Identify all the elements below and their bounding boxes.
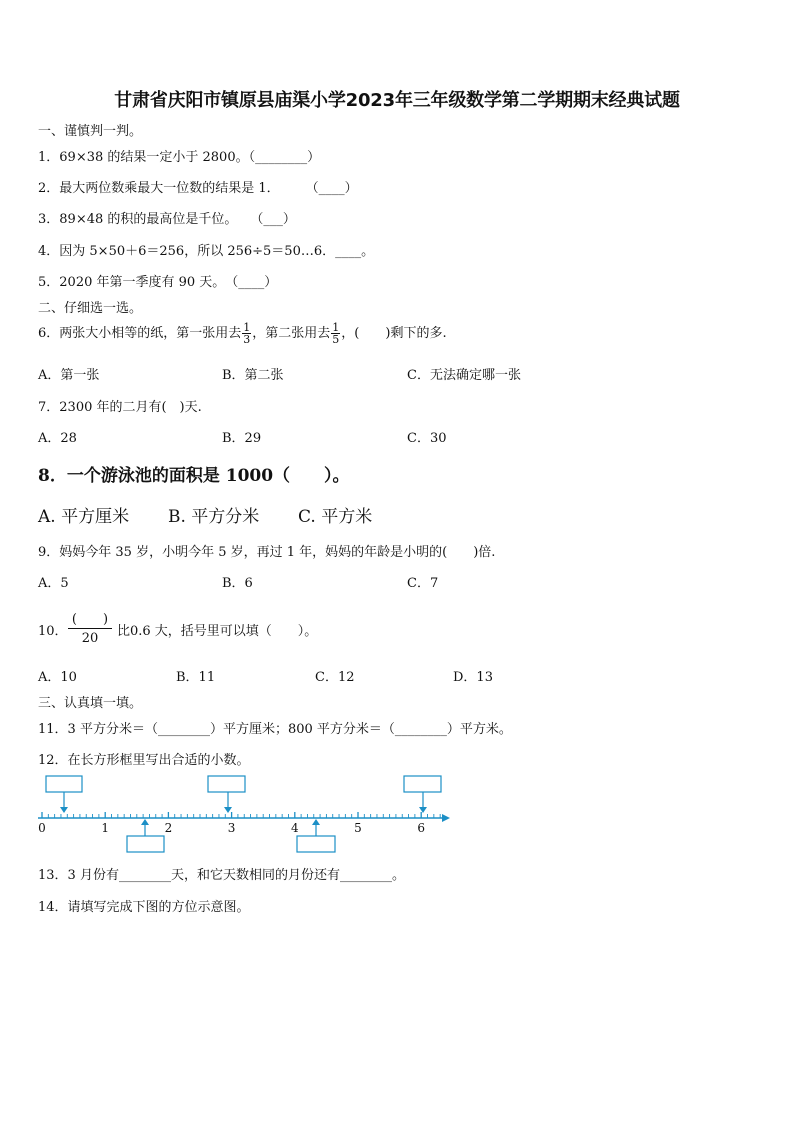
option-9c: C．7: [407, 576, 439, 591]
judge-question-2: 2．最大两位数乘最大一位数的结果是 1． （____）: [38, 181, 358, 196]
option-7b: B．29: [222, 431, 262, 446]
number-line-label-3: 3: [227, 821, 236, 835]
number-line-label-6: 6: [417, 821, 426, 835]
option-6a: A．第一张: [38, 368, 100, 383]
answer-box-top-3[interactable]: [404, 776, 441, 792]
q10-number: 10．: [38, 624, 68, 639]
number-line-label-1: 1: [101, 821, 110, 835]
q10-fraction-numerator: ( ): [68, 608, 112, 629]
section-heading-choose: 二、仔细选一选。: [38, 301, 143, 316]
fraction-numerator: 1: [332, 321, 340, 334]
fill-question-14: 14．请填写完成下图的方位示意图。: [38, 900, 250, 915]
fraction-denominator: 5: [332, 333, 340, 346]
q10-text: 比0.6 大，括号里可以填（ ）。: [117, 624, 318, 639]
judge-question-3: 3．89×48 的积的最高位是千位。 （___）: [38, 212, 296, 227]
q10-fraction: [68, 608, 112, 646]
fill-question-12: 12．在长方形框里写出合适的小数。: [38, 753, 250, 768]
choice-question-9: 9．妈妈今年 35 岁，小明今年 5 岁，再过 1 年，妈妈的年龄是小明的( )倍.: [38, 545, 496, 560]
fraction-numerator: 1: [243, 321, 251, 334]
q6-text-middle: ，第二张用去: [252, 326, 331, 341]
option-10b: B．11: [176, 670, 216, 685]
judge-question-1: 1．69×38 的结果一定小于 2800。（________）: [38, 150, 321, 165]
pointer-arrow: [141, 819, 149, 825]
section-heading-fill: 三、认真填一填。: [38, 696, 143, 711]
number-line-label-2: 2: [164, 821, 173, 835]
fraction-one-fifth: [331, 322, 340, 345]
number-line-bottom-boxes: [30, 815, 460, 855]
option-9b: B．6: [222, 576, 253, 591]
option-8b: B. 平方分米: [168, 507, 260, 527]
q6-text-start: 6．两张大小相等的纸，第一张用去: [38, 326, 242, 341]
fraction-denominator: 3: [243, 333, 251, 346]
number-line-label-0: 0: [38, 821, 46, 835]
q10-fraction-denominator: 20: [81, 631, 99, 646]
number-line-label-5: 5: [354, 821, 362, 835]
option-7a: A．28: [38, 431, 77, 446]
pointer-arrow: [419, 807, 427, 813]
choice-question-8: 8．一个游泳池的面积是 1000（ ）。: [38, 466, 350, 486]
choice-question-6: [38, 322, 447, 345]
section-heading-judge: 一、谨慎判一判。: [38, 124, 143, 139]
answer-box-top-1[interactable]: [46, 776, 82, 792]
answer-box-bottom-2[interactable]: [297, 836, 335, 852]
option-8a: A. 平方厘米: [38, 507, 130, 527]
pointer-arrow: [60, 807, 68, 813]
judge-question-4: 4．因为 5×50＋6＝256，所以 256÷5＝50…6．____。: [38, 244, 375, 259]
page-title: 甘肃省庆阳市镇原县庙渠小学2023年三年级数学第二学期期末经典试题: [114, 90, 680, 111]
option-9a: A．5: [38, 576, 69, 591]
pointer-arrow: [312, 819, 320, 825]
option-10c: C．12: [315, 670, 355, 685]
option-8c: C. 平方米: [298, 507, 373, 527]
answer-box-top-2[interactable]: [208, 776, 245, 792]
q6-text-end: ，( )剩下的多.: [341, 326, 447, 341]
number-line-label-4: 4: [290, 821, 299, 835]
fraction-one-third: [242, 322, 251, 345]
answer-box-bottom-1[interactable]: [127, 836, 164, 852]
pointer-arrow: [224, 807, 232, 813]
fill-question-13: 13．3 月份有________天，和它天数相同的月份还有________。: [38, 868, 405, 883]
fill-question-11: 11．3 平方分米＝（________）平方厘米；800 平方分米＝（________）平方米。: [38, 722, 512, 737]
option-10a: A．10: [38, 670, 77, 685]
judge-question-5: 5．2020 年第一季度有 90 天。 （____）: [38, 275, 278, 290]
option-10d: D．13: [453, 670, 493, 685]
choice-question-7: 7．2300 年的二月有( )天.: [38, 400, 202, 415]
option-7c: C．30: [407, 431, 447, 446]
option-6b: B．第二张: [222, 368, 284, 383]
option-6c: C．无法确定哪一张: [407, 368, 521, 383]
